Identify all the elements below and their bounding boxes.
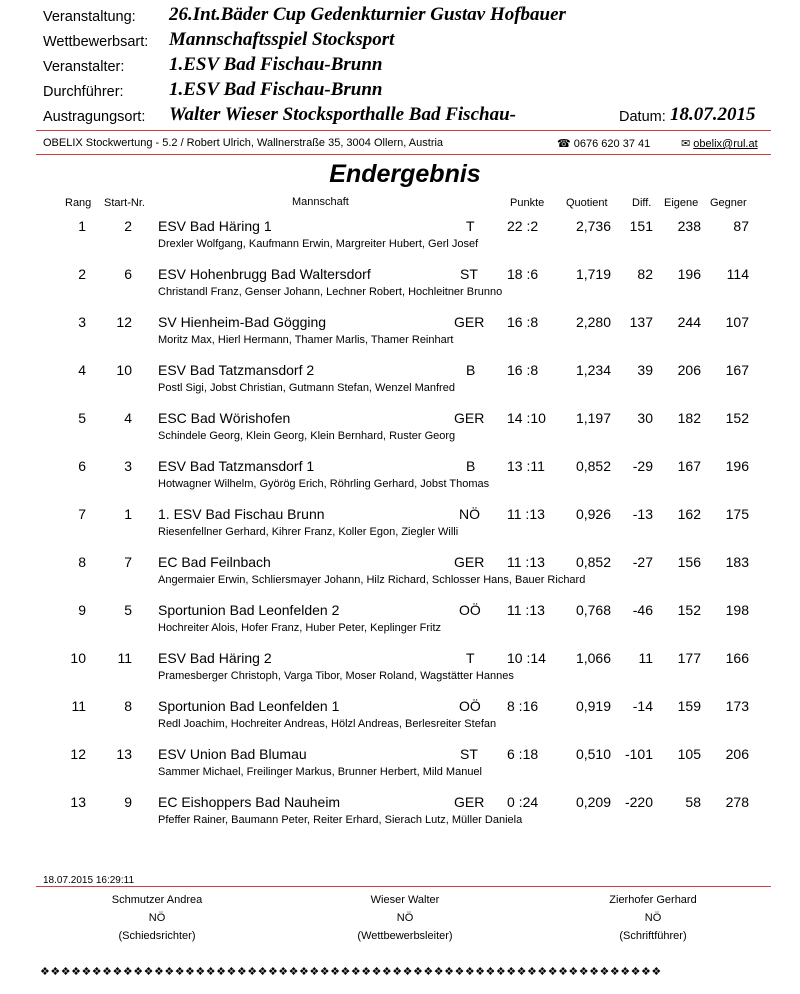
software-credit: OBELIX Stockwertung - 5.2 / Robert Ulrich, Wallnerstraße 35, 3004 Ollern, Austria [43, 137, 444, 149]
team-region: ST [460, 266, 478, 282]
col-punkte: Punkte [510, 197, 545, 209]
start-number: 13 [116, 746, 132, 762]
table-row [0, 554, 800, 602]
own-score: 167 [677, 458, 701, 474]
team-region: GER [454, 794, 485, 810]
col-start-nr: Start-Nr. [104, 197, 145, 209]
table-row [0, 506, 800, 554]
team-region: ST [460, 746, 478, 762]
signature-name: Zierhofer Gerhard [609, 894, 697, 906]
own-score: 196 [677, 266, 701, 282]
quotient: 0,852 [575, 554, 611, 570]
signature-role: (Schiedsrichter) [118, 930, 196, 942]
event-name: 26.Int.Bäder Cup Gedenkturnier Gustav Hofbauer [169, 4, 566, 25]
header-row-wettbewerbsart [43, 28, 773, 53]
col-rang: Rang [65, 197, 92, 209]
difference: -27 [632, 554, 653, 570]
table-row [0, 410, 800, 458]
rank: 6 [78, 458, 86, 474]
team-members: Hochreiter Alois, Hofer Franz, Huber Peter, Keplinger Fritz [158, 622, 442, 634]
team-region: T [466, 650, 475, 666]
team-name: ESC Bad Wörishofen [158, 410, 291, 426]
col-eigene: Eigene [664, 197, 699, 209]
table-row [0, 266, 800, 314]
team-name: Sportunion Bad Leonfelden 1 [158, 698, 340, 714]
team-members: Angermaier Erwin, Schliersmayer Johann, Hilz Richard, Schlosser Hans, Bauer Richard [158, 574, 586, 586]
signature-name: Schmutzer Andrea [111, 894, 203, 906]
table-row [0, 314, 800, 362]
opponent-score: 175 [725, 506, 749, 522]
points: 11 :13 [507, 506, 545, 522]
team-members: Pfeffer Rainer, Baumann Peter, Reiter Erhard, Sierach Lutz, Müller Daniela [158, 814, 523, 826]
opponent-score: 198 [725, 602, 749, 618]
page-title: Endergebnis [329, 160, 481, 188]
opponent-score: 166 [725, 650, 749, 666]
team-members: Pramesberger Christoph, Varga Tibor, Moser Roland, Wagstätter Hannes [158, 670, 514, 682]
event-header [43, 3, 773, 128]
header-label: Veranstalter: [43, 59, 125, 75]
opponent-score: 183 [725, 554, 749, 570]
table-row [0, 362, 800, 410]
own-score: 177 [677, 650, 701, 666]
table-row [0, 698, 800, 746]
team-name: EC Eishoppers Bad Nauheim [158, 794, 341, 810]
difference: -220 [624, 794, 653, 810]
start-number: 9 [124, 794, 132, 810]
team-name: EC Bad Feilnbach [158, 554, 271, 570]
start-number: 10 [116, 362, 132, 378]
quotient: 0,209 [575, 794, 611, 810]
own-score: 156 [677, 554, 701, 570]
quotient: 0,926 [575, 506, 611, 522]
executor: 1.ESV Bad Fischau-Brunn [169, 79, 383, 100]
team-name: ESV Bad Häring 2 [158, 650, 272, 666]
team-members: Redl Joachim, Hochreiter Andreas, Hölzl Andreas, Berlesreiter Stefan [158, 718, 497, 730]
team-region: T [466, 218, 475, 234]
rank: 13 [70, 794, 86, 810]
team-members: Riesenfellner Gerhard, Kihrer Franz, Koller Egon, Ziegler Willi [158, 526, 459, 538]
quotient: 2,280 [575, 314, 611, 330]
own-score: 159 [677, 698, 701, 714]
opponent-score: 152 [725, 410, 749, 426]
header-row-durchfuehrer [43, 78, 773, 103]
team-name: 1. ESV Bad Fischau Brunn [158, 506, 325, 522]
start-number: 3 [124, 458, 132, 474]
own-score: 206 [677, 362, 701, 378]
start-number: 11 [117, 650, 132, 666]
header-label: Austragungsort: [43, 109, 146, 125]
own-score: 105 [677, 746, 701, 762]
rank: 11 [71, 698, 86, 714]
team-region: B [466, 458, 476, 474]
own-score: 182 [677, 410, 701, 426]
quotient: 0,919 [575, 698, 611, 714]
team-name: ESV Bad Häring 1 [158, 218, 272, 234]
signature-recorder [553, 891, 753, 945]
rank: 1 [78, 218, 86, 234]
start-number: 1 [124, 506, 132, 522]
points: 22 :2 [507, 218, 539, 234]
quotient: 0,768 [575, 602, 611, 618]
header-label: Durchführer: [43, 84, 124, 100]
header-row-veranstalter [43, 53, 773, 78]
opponent-score: 107 [725, 314, 749, 330]
points: 14 :10 [507, 410, 546, 426]
team-name: SV Hienheim-Bad Gögging [158, 314, 327, 330]
decorative-border: ❖❖❖❖❖❖❖❖❖❖❖❖❖❖❖❖❖❖❖❖❖❖❖❖❖❖❖❖❖❖❖❖❖❖❖❖❖❖❖❖❖❖❖❖❖❖❖❖❖❖❖❖❖❖❖❖❖❖❖❖ [40, 966, 662, 978]
difference: -46 [632, 602, 653, 618]
opponent-score: 278 [725, 794, 749, 810]
difference: 39 [637, 362, 653, 378]
organizer: 1.ESV Bad Fischau-Brunn [169, 54, 383, 75]
print-timestamp: 18.07.2015 16:29:11 [43, 875, 135, 886]
quotient: 0,510 [575, 746, 611, 762]
signature-region: NÖ [644, 912, 662, 924]
email-link[interactable]: obelix@rul.at [693, 138, 758, 150]
difference: -29 [632, 458, 653, 474]
team-members: Drexler Wolfgang, Kaufmann Erwin, Margreiter Hubert, Gerl Josef [158, 238, 479, 250]
points: 11 :13 [507, 602, 545, 618]
team-region: GER [454, 410, 485, 426]
signature-referee [57, 891, 257, 945]
difference: 82 [637, 266, 653, 282]
points: 0 :24 [507, 794, 539, 810]
rank: 8 [78, 554, 86, 570]
signature-competition-leader [305, 891, 505, 945]
rank: 4 [78, 362, 86, 378]
email-contact [681, 137, 758, 150]
team-members: Moritz Max, Hierl Hermann, Thamer Marlis, Thamer Reinhart [158, 334, 454, 346]
header-row-veranstaltung [43, 3, 773, 28]
own-score: 244 [677, 314, 701, 330]
team-name: Sportunion Bad Leonfelden 2 [158, 602, 340, 618]
opponent-score: 114 [726, 266, 749, 282]
difference: 30 [637, 410, 653, 426]
team-members: Christandl Franz, Genser Johann, Lechner Robert, Hochleitner Brunno [158, 286, 503, 298]
venue: Walter Wieser Stocksporthalle Bad Fischau- [169, 104, 516, 125]
col-quotient: Quotient [566, 197, 608, 209]
phone-icon: ☎ [557, 138, 571, 150]
signature-role: (Schriftführer) [619, 930, 687, 942]
team-name: ESV Union Bad Blumau [158, 746, 307, 762]
difference: 137 [629, 314, 653, 330]
own-score: 238 [677, 218, 701, 234]
team-members: Postl Sigi, Jobst Christian, Gutmann Stefan, Wenzel Manfred [158, 382, 455, 394]
signature-role: (Wettbewerbsleiter) [357, 930, 453, 942]
quotient: 0,852 [575, 458, 611, 474]
difference: -101 [624, 746, 653, 762]
header-divider [36, 130, 771, 131]
difference: -13 [632, 506, 653, 522]
signature-region: NÖ [396, 912, 414, 924]
own-score: 58 [685, 794, 701, 810]
footer-divider [36, 886, 771, 887]
header-label: Veranstaltung: [43, 9, 136, 25]
start-number: 8 [124, 698, 132, 714]
table-row [0, 458, 800, 506]
quotient: 1,197 [575, 410, 611, 426]
start-number: 5 [124, 602, 132, 618]
rank: 7 [78, 506, 86, 522]
team-region: OÖ [459, 698, 481, 714]
points: 8 :16 [507, 698, 539, 714]
team-name: ESV Hohenbrugg Bad Waltersdorf [158, 266, 371, 282]
points: 18 :6 [507, 266, 539, 282]
team-members: Schindele Georg, Klein Georg, Klein Bernhard, Ruster Georg [158, 430, 456, 442]
team-name: ESV Bad Tatzmansdorf 2 [158, 362, 315, 378]
table-row [0, 794, 800, 842]
quotient: 1,719 [575, 266, 611, 282]
own-score: 162 [677, 506, 701, 522]
opponent-score: 206 [725, 746, 749, 762]
opponent-score: 167 [725, 362, 749, 378]
col-mannschaft: Mannschaft [292, 196, 349, 208]
team-members: Hotwagner Wilhelm, Györög Erich, Röhrling Gerhard, Jobst Thomas [158, 478, 490, 490]
date-label: Datum: [619, 109, 666, 125]
team-region: GER [454, 314, 485, 330]
opponent-score: 173 [725, 698, 749, 714]
difference: 151 [629, 218, 653, 234]
rank: 10 [70, 650, 86, 666]
col-gegner: Gegner [710, 197, 747, 209]
difference: 11 [638, 650, 653, 666]
signature-name: Wieser Walter [370, 894, 440, 906]
software-info [43, 137, 768, 151]
start-number: 4 [124, 410, 132, 426]
points: 6 :18 [507, 746, 539, 762]
start-number: 6 [124, 266, 132, 282]
start-number: 12 [116, 314, 132, 330]
rank: 5 [78, 410, 86, 426]
table-row [0, 602, 800, 650]
contact-divider [36, 154, 771, 155]
points: 16 :8 [507, 314, 539, 330]
quotient: 2,736 [575, 218, 611, 234]
rank: 2 [78, 266, 86, 282]
header-label: Wettbewerbsart: [43, 34, 149, 50]
rank: 3 [78, 314, 86, 330]
points: 16 :8 [507, 362, 539, 378]
opponent-score: 87 [733, 218, 749, 234]
col-diff: Diff. [632, 197, 652, 209]
start-number: 2 [124, 218, 132, 234]
opponent-score: 196 [725, 458, 749, 474]
table-row [0, 218, 800, 266]
team-region: GER [454, 554, 485, 570]
table-row [0, 650, 800, 698]
team-region: OÖ [459, 602, 481, 618]
rank: 9 [78, 602, 86, 618]
table-row [0, 746, 800, 794]
team-region: NÖ [459, 506, 480, 522]
team-name: ESV Bad Tatzmansdorf 1 [158, 458, 315, 474]
rank: 12 [70, 746, 86, 762]
quotient: 1,066 [575, 650, 611, 666]
points: 11 :13 [507, 554, 545, 570]
quotient: 1,234 [575, 362, 611, 378]
difference: -14 [632, 698, 653, 714]
event-date: 18.07.2015 [670, 104, 756, 125]
signature-region: NÖ [148, 912, 166, 924]
competition-type: Mannschaftsspiel Stocksport [169, 29, 395, 50]
points: 10 :14 [507, 650, 546, 666]
team-members: Sammer Michael, Freilinger Markus, Brunner Herbert, Mild Manuel [158, 766, 482, 778]
own-score: 152 [677, 602, 701, 618]
start-number: 7 [124, 554, 132, 570]
phone-number: 0676 620 37 41 [573, 138, 651, 150]
team-region: B [466, 362, 476, 378]
phone-contact [557, 137, 650, 150]
mail-icon: ✉ [681, 138, 691, 150]
header-row-austragungsort [43, 103, 773, 128]
points: 13 :11 [507, 458, 545, 474]
